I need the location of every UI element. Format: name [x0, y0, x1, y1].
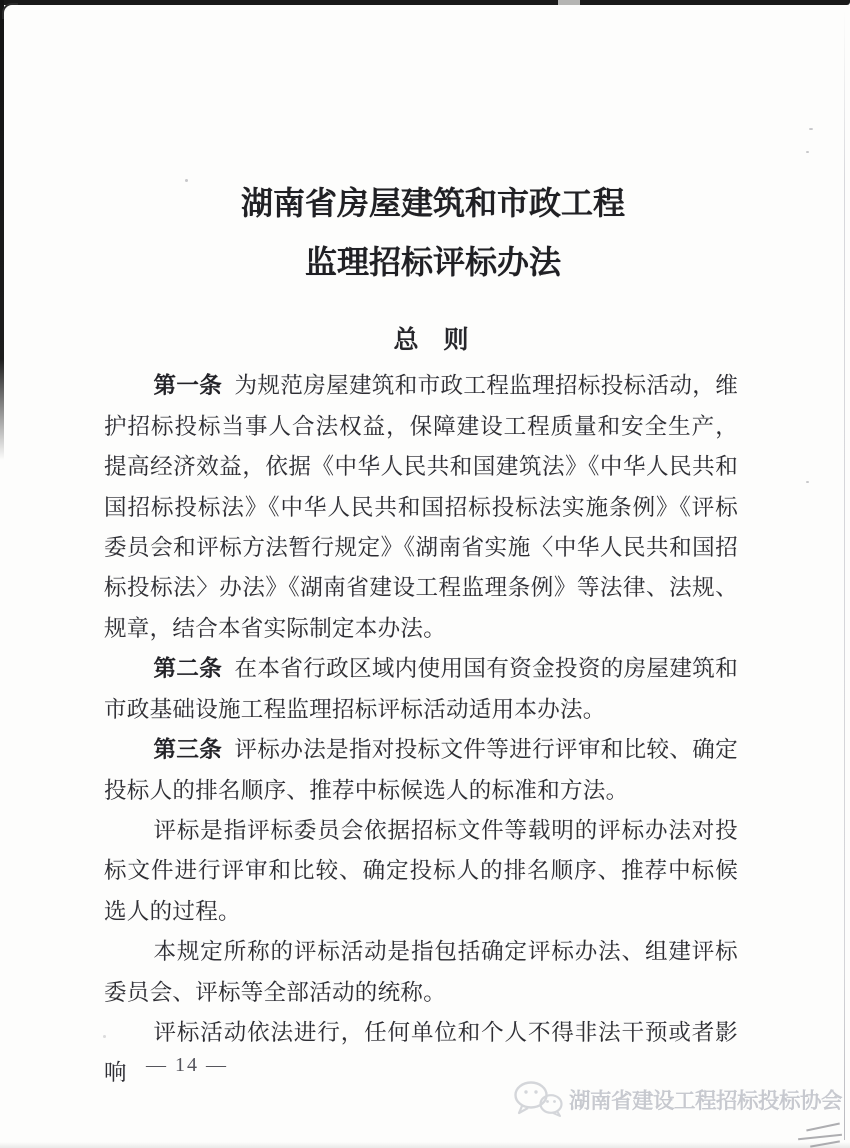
- paragraph-text: 为规范房屋建筑和市政工程监理招标投标活动，维护招标投标当事人合法权益，保障建设工程质量和安全生产，提高经济效益，依据《中华人民共和国建筑法》《中华人民共和国招标投标法》《中华人民共和国招标投标法实施条例》《评标委员会和评标方法暂行规定》《湖南省实施〈中华人民共和国招标投标法〉办法》《湖南省建设工程监理条例》等法律、法规、规章，结合本省实际制定本办法。: [104, 373, 738, 641]
- paragraph: [104, 366, 738, 649]
- scan-scribble: [798, 1134, 842, 1140]
- article-number: 第二条: [153, 656, 223, 682]
- scan-edge-left: [0, 0, 4, 460]
- paragraph: [104, 932, 738, 1013]
- scan-speck: [809, 128, 813, 130]
- scan-speck: [806, 481, 809, 483]
- document-title-line2: 监理招标评标办法: [304, 244, 561, 281]
- scan-edge-top: [0, 0, 850, 5]
- association-watermark: [512, 1080, 842, 1118]
- scan-edge-bottom: [0, 1142, 850, 1148]
- paragraph-text: 评标活动依法进行，任何单位和个人不得非法干预或者影响: [104, 1019, 738, 1086]
- scan-speck: [103, 1035, 106, 1038]
- paragraph: [104, 811, 738, 932]
- scan-corner-top-left: [2, 3, 18, 19]
- paragraph: [104, 649, 738, 730]
- document-title-line1: 湖南省房屋建筑和市政工程: [240, 185, 625, 222]
- scan-edge-notch: [558, 0, 580, 5]
- section-heading: 总 则: [393, 327, 469, 355]
- wechat-logo-icon: [512, 1080, 564, 1118]
- document-content: [104, 21, 738, 1093]
- scan-edge-right: [844, 10, 845, 1140]
- paragraph-text: 在本省行政区域内使用国有资金投资的房屋建筑和市政基础设施工程监理招标评标活动适用本办法。: [104, 656, 738, 722]
- paragraph-text: 评标是指评标委员会依据招标文件等载明的评标办法对投标文件进行评审和比较、确定投标人的排名顺序、推荐中标候选人的过程。: [104, 817, 738, 924]
- document-title: [116, 21, 750, 281]
- article-number: 第三条: [153, 737, 223, 763]
- association-watermark-text: 湖南省建设工程招标投标协会: [568, 1088, 842, 1113]
- document-body: [104, 366, 738, 1093]
- paragraph-text: 评标办法是指对投标文件等进行评审和比较、确定投标人的排名顺序、推荐中标候选人的标准和方法。: [104, 737, 738, 803]
- scan-scribble: [806, 1122, 840, 1131]
- paragraph: [104, 730, 738, 811]
- page-number: — 14 —: [146, 1054, 228, 1076]
- paragraph-text: 本规定所称的评标活动是指包括确定评标办法、组建评标委员会、评标等全部活动的统称。: [104, 939, 738, 1005]
- article-number: 第一条: [153, 373, 223, 399]
- scan-speck: [806, 151, 809, 153]
